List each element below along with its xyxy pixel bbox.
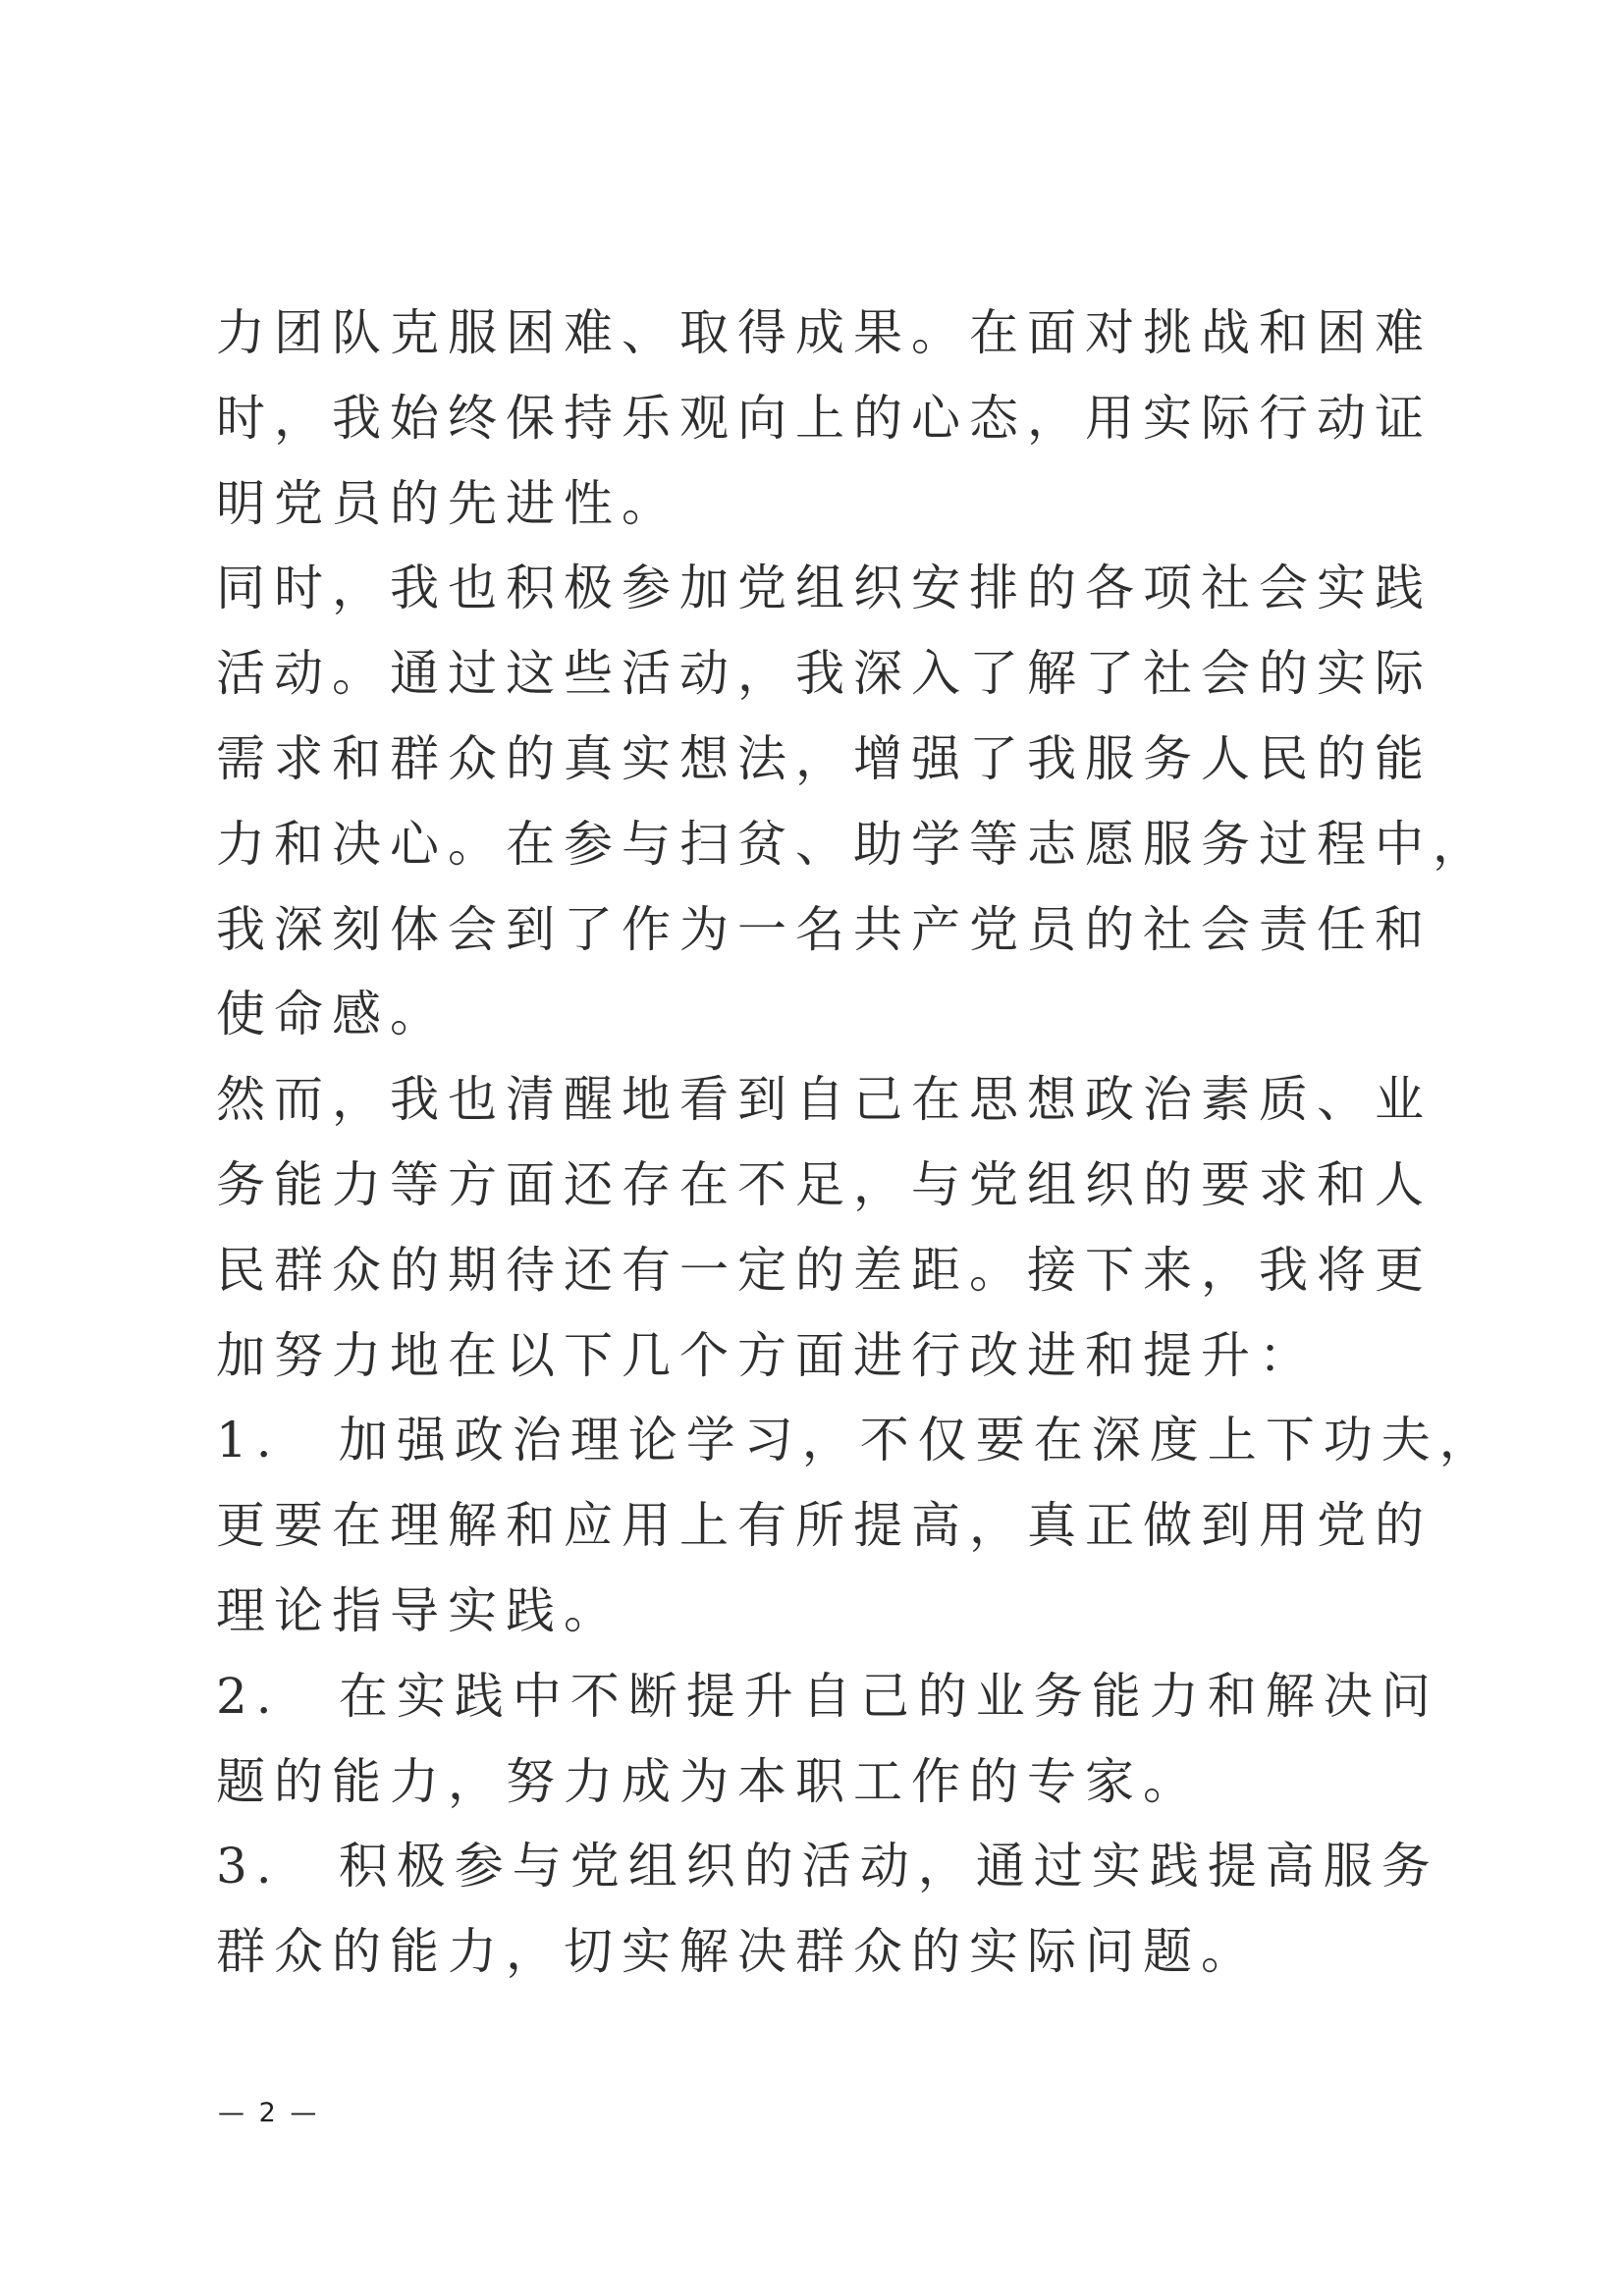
text-line: 题的能力，努力成为本职工作的专家。 [216,1752,1201,1810]
page-number: — 2 — [218,2098,320,2128]
text-line: 我深刻体会到了作为一名共产党员的社会责任和 [216,900,1433,958]
text-line: 加努力地在以下几个方面进行改进和提升： [216,1326,1317,1384]
document-body-text [216,291,1497,1995]
text-line: 活动。通过这些活动，我深入了解了社会的实际 [216,645,1433,703]
text-line-numbered-3: 3. 积极参与党组织的活动，通过实践提高服务 [216,1838,1439,1896]
text-line: 时，我始终保持乐观向上的心态，用实际行动证 [216,389,1433,447]
text-line-numbered-1: 1. 加强政治理论学习，不仅要在深度上下功夫， [216,1412,1497,1469]
text-line: 力和决心。在参与扫贫、助学等志愿服务过程中， [216,815,1490,873]
text-line: 使命感。 [216,986,448,1043]
text-line: 务能力等方面还存在不足，与党组织的要求和人 [216,1155,1433,1213]
text-line: 明党员的先进性。 [216,474,679,532]
text-line: 群众的能力，切实解决群众的实际问题。 [216,1923,1259,1981]
text-line: 更要在理解和应用上有所提高，真正做到用党的 [216,1497,1433,1555]
text-line: 然而，我也清醒地看到自己在思想政治素质、业 [216,1071,1433,1129]
text-line: 理论指导实践。 [216,1581,622,1639]
text-line: 同时，我也积极参加党组织安排的各项社会实践 [216,560,1433,617]
text-line: 力团队克服困难、取得成果。在面对挑战和困难 [216,304,1433,361]
text-line: 民群众的期待还有一定的差距。接下来，我将更 [216,1241,1433,1299]
text-line: 需求和群众的真实想法，增强了我服务人民的能 [216,729,1433,787]
text-line-numbered-2: 2. 在实践中不断提升自己的业务能力和解决问 [216,1667,1439,1725]
